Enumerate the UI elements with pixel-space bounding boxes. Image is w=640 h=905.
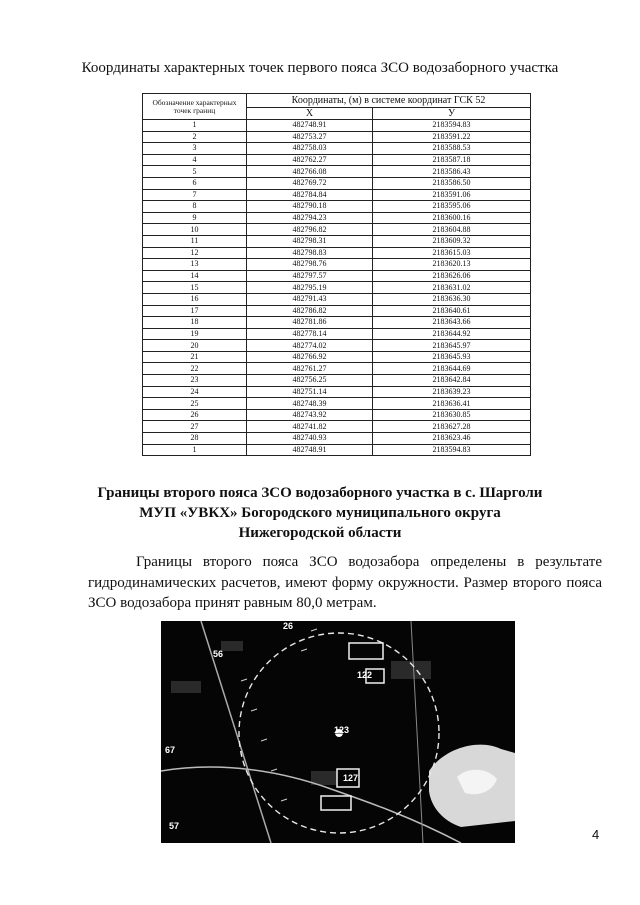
y-coordinate-cell: 2183639.23 (373, 386, 531, 398)
header-coordinates: Координаты, (м) в системе координат ГСК 52 (247, 94, 531, 108)
y-coordinate-cell: 2183604.88 (373, 224, 531, 236)
point-id-cell: 17 (143, 305, 247, 317)
y-coordinate-cell: 2183626.06 (373, 270, 531, 282)
table-row (143, 201, 531, 213)
x-coordinate-cell: 482790.18 (247, 201, 373, 213)
x-coordinate-cell: 482798.76 (247, 259, 373, 271)
x-coordinate-cell: 482774.02 (247, 340, 373, 352)
table-row (143, 270, 531, 282)
y-coordinate-cell: 2183591.22 (373, 131, 531, 143)
table-row (143, 293, 531, 305)
x-coordinate-cell: 482786.82 (247, 305, 373, 317)
x-coordinate-cell: 482797.57 (247, 270, 373, 282)
x-coordinate-cell: 482796.82 (247, 224, 373, 236)
header-x: X (247, 108, 373, 120)
table-row (143, 351, 531, 363)
point-id-cell: 15 (143, 282, 247, 294)
map-label-127: 127 (343, 773, 359, 783)
point-id-cell: 3 (143, 143, 247, 155)
x-coordinate-cell: 482766.92 (247, 351, 373, 363)
table-row (143, 340, 531, 352)
section-title (0, 483, 640, 543)
x-coordinate-cell: 482784.84 (247, 189, 373, 201)
point-id-cell: 2 (143, 131, 247, 143)
table-row (143, 247, 531, 259)
x-coordinate-cell: 482795.19 (247, 282, 373, 294)
y-coordinate-cell: 2183645.97 (373, 340, 531, 352)
y-coordinate-cell: 2183636.30 (373, 293, 531, 305)
x-coordinate-cell: 482794.23 (247, 212, 373, 224)
y-coordinate-cell: 2183623.46 (373, 433, 531, 445)
x-coordinate-cell: 482756.25 (247, 375, 373, 387)
zone-map-image (161, 621, 515, 843)
coordinates-table (142, 93, 531, 456)
point-id-cell: 4 (143, 154, 247, 166)
table-row (143, 444, 531, 456)
y-coordinate-cell: 2183631.02 (373, 282, 531, 294)
table-row (143, 143, 531, 155)
section-title-line-2: МУП «УВКХ» Богородского муниципального округа (139, 505, 501, 521)
x-coordinate-cell: 482769.72 (247, 177, 373, 189)
point-id-cell: 16 (143, 293, 247, 305)
section-title-line-1: Границы второго пояса ЗСО водозаборного участка в с. Шарголи (97, 485, 543, 501)
x-coordinate-cell: 482791.43 (247, 293, 373, 305)
y-coordinate-cell: 2183587.18 (373, 154, 531, 166)
x-coordinate-cell: 482762.27 (247, 154, 373, 166)
y-coordinate-cell: 2183600.16 (373, 212, 531, 224)
y-coordinate-cell: 2183595.06 (373, 201, 531, 213)
point-id-cell: 12 (143, 247, 247, 259)
x-coordinate-cell: 482751.14 (247, 386, 373, 398)
table-row (143, 235, 531, 247)
table-row (143, 259, 531, 271)
point-id-cell: 5 (143, 166, 247, 178)
map-label-26: 26 (283, 621, 294, 631)
table-row (143, 363, 531, 375)
x-coordinate-cell: 482766.08 (247, 166, 373, 178)
y-coordinate-cell: 2183615.03 (373, 247, 531, 259)
table-row (143, 212, 531, 224)
point-id-cell: 25 (143, 398, 247, 410)
x-coordinate-cell: 482753.27 (247, 131, 373, 143)
table-row (143, 177, 531, 189)
point-id-cell: 23 (143, 375, 247, 387)
x-coordinate-cell: 482798.31 (247, 235, 373, 247)
y-coordinate-cell: 2183594.83 (373, 444, 531, 456)
point-id-cell: 7 (143, 189, 247, 201)
y-coordinate-cell: 2183636.41 (373, 398, 531, 410)
table-row (143, 375, 531, 387)
x-coordinate-cell: 482761.27 (247, 363, 373, 375)
table-row (143, 282, 531, 294)
x-coordinate-cell: 482741.82 (247, 421, 373, 433)
table-row (143, 189, 531, 201)
map-label-123: 123 (334, 725, 350, 735)
x-coordinate-cell: 482798.83 (247, 247, 373, 259)
y-coordinate-cell: 2183630.85 (373, 409, 531, 421)
point-id-cell: 8 (143, 201, 247, 213)
table-row (143, 317, 531, 329)
table-row (143, 224, 531, 236)
y-coordinate-cell: 2183620.13 (373, 259, 531, 271)
y-coordinate-cell: 2183643.66 (373, 317, 531, 329)
x-coordinate-cell: 482758.03 (247, 143, 373, 155)
y-coordinate-cell: 2183645.93 (373, 351, 531, 363)
map-label-57: 57 (169, 821, 180, 831)
coordinates-table-body (143, 120, 531, 456)
point-id-cell: 1 (143, 120, 247, 132)
table-row (143, 421, 531, 433)
x-coordinate-cell: 482748.39 (247, 398, 373, 410)
y-coordinate-cell: 2183609.32 (373, 235, 531, 247)
point-id-cell: 11 (143, 235, 247, 247)
point-id-cell: 14 (143, 270, 247, 282)
point-id-cell: 18 (143, 317, 247, 329)
point-id-cell: 1 (143, 444, 247, 456)
header-y: У (373, 108, 531, 120)
map-label-56: 56 (213, 649, 224, 659)
zone-map-drawing (161, 621, 515, 843)
table-row (143, 398, 531, 410)
y-coordinate-cell: 2183640.61 (373, 305, 531, 317)
table-row (143, 409, 531, 421)
y-coordinate-cell: 2183588.53 (373, 143, 531, 155)
y-coordinate-cell: 2183644.69 (373, 363, 531, 375)
page-number: 4 (592, 827, 600, 842)
point-id-cell: 21 (143, 351, 247, 363)
y-coordinate-cell: 2183586.43 (373, 166, 531, 178)
x-coordinate-cell: 482781.86 (247, 317, 373, 329)
table-row (143, 120, 531, 132)
point-id-cell: 20 (143, 340, 247, 352)
point-id-cell: 19 (143, 328, 247, 340)
table-row (143, 166, 531, 178)
map-label-67: 67 (165, 745, 176, 755)
table-row (143, 154, 531, 166)
x-coordinate-cell: 482748.91 (247, 444, 373, 456)
point-id-cell: 24 (143, 386, 247, 398)
table-row (143, 386, 531, 398)
y-coordinate-cell: 2183591.06 (373, 189, 531, 201)
x-coordinate-cell: 482743.92 (247, 409, 373, 421)
point-id-cell: 28 (143, 433, 247, 445)
section-title-line-3: Нижегородской области (238, 525, 402, 541)
point-id-cell: 26 (143, 409, 247, 421)
x-coordinate-cell: 482748.91 (247, 120, 373, 132)
header-point-label: Обозначение характерных точек границ (143, 94, 247, 120)
y-coordinate-cell: 2183644.92 (373, 328, 531, 340)
point-id-cell: 9 (143, 212, 247, 224)
y-coordinate-cell: 2183627.28 (373, 421, 531, 433)
y-coordinate-cell: 2183594.83 (373, 120, 531, 132)
table-row (143, 305, 531, 317)
x-coordinate-cell: 482778.14 (247, 328, 373, 340)
map-label-122: 122 (357, 670, 373, 680)
table-row (143, 131, 531, 143)
body-paragraph (88, 552, 602, 614)
table-row (143, 433, 531, 445)
point-id-cell: 10 (143, 224, 247, 236)
x-coordinate-cell: 482740.93 (247, 433, 373, 445)
point-id-cell: 6 (143, 177, 247, 189)
page-heading: Координаты характерных точек первого пояса ЗСО водозаборного участка (81, 60, 559, 76)
y-coordinate-cell: 2183642.84 (373, 375, 531, 387)
table-row (143, 328, 531, 340)
y-coordinate-cell: 2183586.50 (373, 177, 531, 189)
point-id-cell: 27 (143, 421, 247, 433)
body-paragraph-text: Границы второго пояса ЗСО водозабора определены в результате гидродинамических расчетов, имеют форму окружности. Размер второго пояса ЗСО водозабора принят равным 80,0 метрам. (88, 554, 602, 611)
point-id-cell: 13 (143, 259, 247, 271)
point-id-cell: 22 (143, 363, 247, 375)
